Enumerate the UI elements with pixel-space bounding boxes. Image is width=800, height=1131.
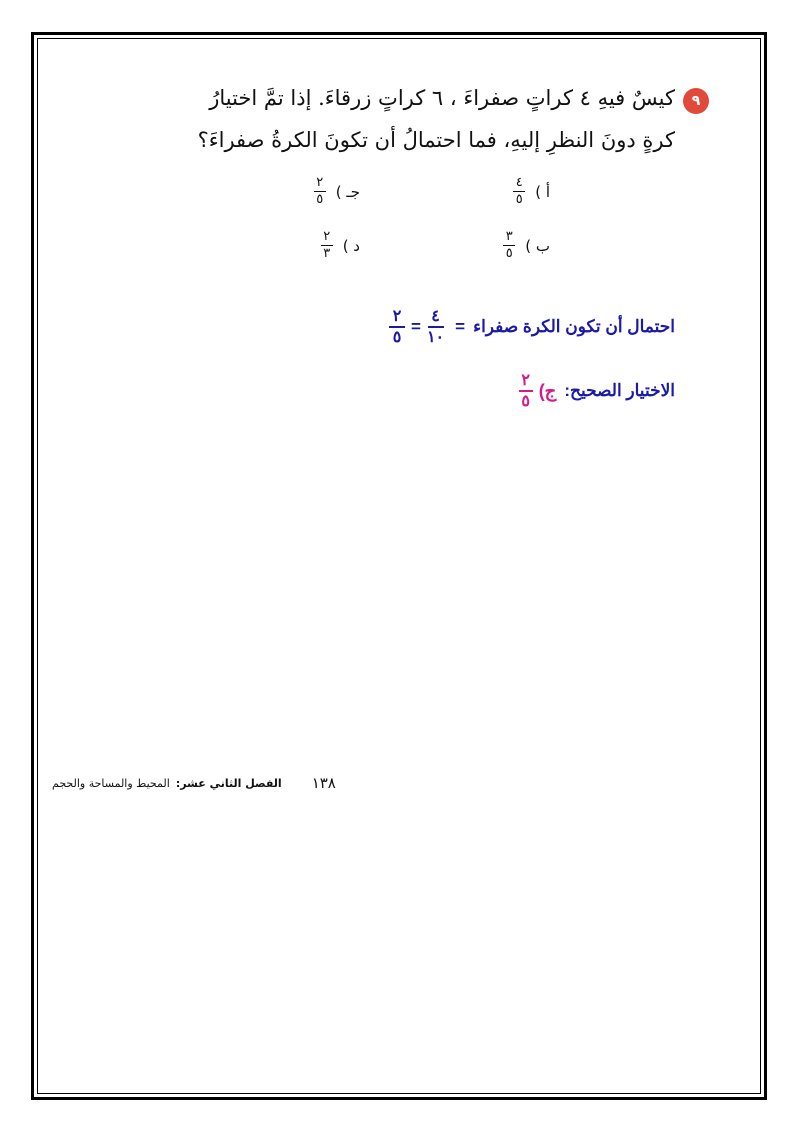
solution-fraction-2-denominator: ٥ xyxy=(392,329,402,346)
solution-line-1 xyxy=(386,308,675,346)
option-a-label: أ ) xyxy=(535,182,550,201)
question-number-badge: ٩ xyxy=(683,88,709,114)
option-b-numerator: ٣ xyxy=(505,229,513,244)
option-d-numerator: ٢ xyxy=(323,229,331,244)
option-j-numerator: ٢ xyxy=(316,175,324,190)
option-b-denominator: ٥ xyxy=(505,246,513,261)
correct-choice-fraction xyxy=(519,372,533,410)
solution-statement: احتمال أن تكون الكرة صفراء xyxy=(473,317,675,336)
correct-choice-label: الاختيار الصحيح: xyxy=(564,381,675,400)
option-a xyxy=(513,176,550,207)
option-d-fraction xyxy=(321,230,333,261)
option-d-label: د ) xyxy=(342,236,360,255)
fraction-bar xyxy=(389,326,405,328)
option-a-denominator: ٥ xyxy=(515,192,523,207)
option-j-label: جـ ) xyxy=(335,182,360,201)
option-b-label: ب ) xyxy=(525,236,550,255)
option-b-fraction xyxy=(503,230,515,261)
option-b xyxy=(503,230,550,261)
solution-fraction-2-numerator: ٢ xyxy=(392,308,402,325)
page-footer xyxy=(52,774,336,792)
equals-sign: = xyxy=(455,317,466,336)
correct-choice-letter: ج) xyxy=(538,380,557,401)
page-number: ١٣٨ xyxy=(311,774,336,792)
solution-fraction-1-numerator: ٤ xyxy=(431,308,440,325)
option-a-fraction xyxy=(513,176,525,207)
correct-choice-numerator: ٢ xyxy=(521,372,530,389)
option-d-denominator: ٣ xyxy=(323,246,331,261)
page-border-inner xyxy=(37,38,761,1094)
solution-fraction-2 xyxy=(389,308,405,346)
solution-fraction-1-denominator: ١٠ xyxy=(426,329,445,346)
solution-fraction-1 xyxy=(427,308,444,346)
chapter-title: المحيط والمساحة والحجم xyxy=(52,776,170,790)
solution-line-2 xyxy=(519,372,675,410)
option-j-fraction xyxy=(314,176,326,207)
option-d xyxy=(321,230,360,261)
option-j-denominator: ٥ xyxy=(316,192,324,207)
option-a-numerator: ٤ xyxy=(515,175,523,190)
fraction-bar xyxy=(428,326,444,328)
fraction-bar xyxy=(519,390,533,392)
option-j xyxy=(314,176,360,207)
correct-choice-denominator: ٥ xyxy=(521,393,530,410)
question-text-line-2: كرةٍ دونَ النظرِ إليهِ، فما احتمالُ أن تكونَ الكرةُ صفراءَ؟ xyxy=(197,128,675,152)
equals-sign-2: = xyxy=(411,317,421,336)
question-text-line-1: كيسٌ فيهِ ٤ كراتٍ صفراءَ ، ٦ كراتٍ زرقاءَ. إذا تمَّ اختيارُ xyxy=(209,86,675,110)
chapter-label: الفصل الثاني عشر: xyxy=(175,776,282,790)
